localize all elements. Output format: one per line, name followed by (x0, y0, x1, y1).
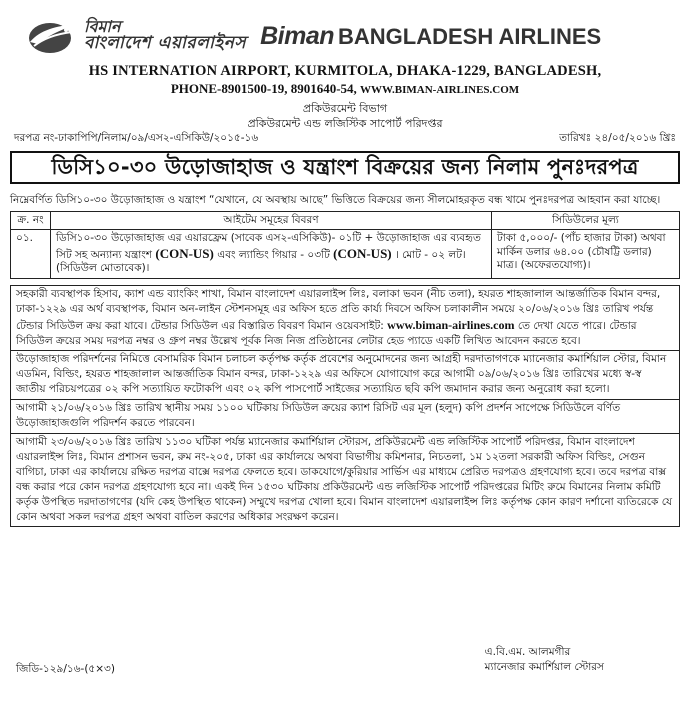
table-row (11, 230, 680, 279)
header-description: আইটেম সমূহের বিবরণ (51, 211, 492, 229)
english-brand-wordmark (260, 20, 601, 52)
address-line-1: HS INTERNATION AIRPORT, KURMITOLA, DHAKA-1229, BANGLADESH, (88, 63, 602, 79)
brand-bn-line1: বিমান (84, 16, 121, 36)
department-block (10, 102, 680, 132)
clause-inspection-permission: উড়োজাহাজ পরিদর্শনের নিমিত্তে বেসামরিক বিমান চলাচল কর্তৃপক্ষ কর্তৃক প্রবেশের অনুমোদনের জন্য আগ্রহী দরদাতাগণকে ম্যানেজার কমার্শিয়াল স্টোর, বিমান এডমিন, বিল্ডিং, হযরত শাহজালাল আন্তর্জাতিক বিমান বন্দর, ঢাকা-১২২৯ এর অফিসে যোগাযোগ করে আগামী ০৯/০৬/২০১৬ খ্রিঃ তারিখের মধ্যে স্ব-স্ব জাতীয় পরিচয়পত্রের ০২ কপি সত্যায়িত ফটোকপি এবং ০২ কপি পাসপোর্ট সাইজের সত্যায়িত ছবি কপি জমাদান করার জন্য অনুরোধ করা হলো। (11, 351, 679, 400)
website-link[interactable]: WWW.BIMAN-AIRLINES.COM (360, 83, 520, 96)
clause-inspection-date: আগামী ২১/০৬/২০১৬ খ্রিঃ তারিখ স্থানীয় সময় ১১০০ ঘটিকায় সিডিউল ক্রয়ের ক্যাশ রিসিট এর মূল (হলুদ) কপি প্রদর্শন সাপেক্ষে সিডিউলে বর্ণিত উড়োজাহাজগুলি পরিদর্শন করতে পারবেন। (11, 400, 679, 434)
tender-reference-number: দরপত্র নং-ঢাকাপিপি/নিলাম/০৯/এস২-এসিকিউ/২০১৫-১৬ (14, 132, 259, 145)
desc-code-1: (CON-US) (155, 245, 214, 261)
signatory-designation: ম্যানেজার কমার্শিয়াল স্টোরস (484, 661, 604, 674)
desc-code-2: (CON-US) (333, 245, 392, 261)
department-name: প্রকিউরমেন্ট বিভাগ (302, 101, 388, 115)
table-header-row (11, 211, 680, 229)
items-table (10, 211, 680, 279)
row-description (51, 230, 492, 279)
brand-en-rest: BANGLADESH AIRLINES (338, 24, 602, 49)
letterhead-logo-row (10, 14, 680, 58)
biman-stork-logo-icon (26, 16, 78, 56)
desc-part-3: । মোট - ০২ লট। (সিডিউল মোতাবেক)। (56, 248, 466, 275)
clause-1-website-link[interactable]: www.biman-airlines.com (387, 317, 515, 332)
row-serial: ০১. (11, 230, 51, 279)
terms-clauses (10, 285, 680, 528)
clause-1-text-a: সহকারী ব্যবস্থাপক হিসাব, ক্যাশ এন্ড ব্যাংকিং শাখা, বিমান বাংলাদেশ এয়ারলাইন্স লিঃ, বলাকা ভবন (নীচ তলা), হযরত শাহজালাল আন্তর্জাতিক বিমান বন্দর, ঢাকা-১২২৯ এর অর্থ ব্যবস্থাপক, বিমান অন-লাইন স্টেশনসমূহ এর অফিস হতে প্রতি কার্য্য দিবসে অফিস চলাকালীন সময়ে ২০/০৬/২০১৬ খ্রিঃ তারিখ পর্যন্ত টেন্ডার সিডিউল ক্রয় করা যাবে। টেন্ডার সিডিউল এর বিস্তারিত বিবরণ বিমান ওয়েবসাইট: (16, 287, 661, 332)
reference-row (10, 132, 680, 145)
intro-paragraph: নিম্নেবর্ণিত ডিসি১০-৩০ উড়োজাহাজ ও যন্ত্রাংশ “যেখানে, যে অবস্থায় আছে” ভিত্তিতে বিক্রয়ের জন্য সীলমোহরকৃত বন্ধ খামে পুনঃদরপত্র আহবান করা যাচ্ছে। (10, 193, 661, 206)
clause-schedule-purchase (11, 286, 679, 352)
phone-numbers: PHONE-8901500-19, 8901640-54, (170, 80, 357, 96)
row-price: টাকা ৫,০০০/- (পাঁচ হাজার টাকা) অথবা মার্কিন ডলার ৬৪.০০ (চৌষট্টি ডলার) মাত্র। (অফেরতযোগ্য)। (492, 230, 680, 279)
letterhead-address (10, 62, 680, 97)
brand-bn-line2: বাংলাদেশ এয়ারলাইনস (84, 33, 247, 54)
clause-1-text-b: তে দেখা যেতে পারে। টেন্ডার সিডিউল ক্রয়ের সময় দরপত্র নম্বর ও গ্রুপ নম্বর উল্লেখ পূর্বক নিজ নিজ প্রতিষ্ঠানের লেটার হেড প্যাডে একটি লিখিত আবেদন করতে হবে। (16, 319, 637, 347)
bangla-brand-wordmark (84, 16, 247, 54)
desc-part-2: এবং ল্যান্ডিং গিয়ার - ০৩টি (217, 248, 330, 261)
gd-code: জিডি-১২৯/১৬-(৫×৩) (16, 663, 115, 675)
notice-title: ডিসি১০-৩০ উড়োজাহাজ ও যন্ত্রাংশ বিক্রয়ের জন্য নিলাম পুনঃদরপত্র (10, 151, 680, 184)
notice-date: তারিখঃ ২৪/০৫/২০১৬ খ্রিঃ (559, 132, 676, 145)
address-line-2 (10, 81, 680, 97)
signatory-name: এ.বি.এম. আলমগীর (484, 646, 571, 658)
clause-submission-opening: আগামী ২৩/০৬/২০১৬ খ্রিঃ তারিখ ১১৩০ ঘটিকা পর্যন্ত ম্যানেজার কমার্শিয়াল স্টোরস, প্রকিউরমেন্ট এন্ড লজিস্টিক সাপোর্ট পরিদপ্তর, বিমান বাংলাদেশ এয়ারলাইন্স লিঃ, বিমান প্রশাসন ভবন, রুম নং-২০৫, ঢাকা এর কার্যালয়ে অথবা বিভাগীয় কমিশনার, নিচতলা, ১ম ১২তলা সরকারী অফিস বিল্ডিং, সেগুন বাগিচা, ঢাকা এর কার্যালয়ে রক্ষিত দরপত্র বাক্সে দরপত্র ফেলতে হবে। ডাকযোগে/কুরিয়ার সার্ভিস এর মাধ্যমে প্রেরিত দরপত্রও গ্রহণযোগ্য হবে। তবে দরপত্র বাক্স বন্ধ করার পরে কোন দরপত্র গ্রহণযোগ্য হবে না। একই দিন ১৫৩০ ঘটিকায় প্রকিউরমেন্ট এন্ড লজিস্টিক সাপোর্ট পরিদপ্তরের মিটিং রুমে বিমানের নিলাম কমিটি কর্তৃক উপস্থিত দরদাতাগণের (যদি কেহ উপস্থিত থাকেন) সম্মুখে দরপত্র খোলা হবে। বিমান বাংলাদেশ এয়ারলাইন্স লিঃ কর্তৃপক্ষ কোন কারণ দর্শানো ব্যতিরেকে যে কোন অথবা সকল দরপত্র গ্রহণ অথবা বাতিল করণের অধিকার সংরক্ষণ করেন। (16, 435, 673, 523)
directorate-name: প্রকিউরমেন্ট এন্ড লজিস্টিক সাপোর্ট পরিদপ্তর (247, 116, 443, 130)
desc-part-1: ডিসি১০-৩০ উড়োজাহাজ এর এয়ারফ্রেম (সাবেক এস২-এসিকিউ)- ০১টি + উড়োজাহাজ এর ব্যবহৃত সিট সহ অন্যান্য যন্ত্রাংশ (56, 232, 481, 261)
header-price: সিডিউলের মূল্য (492, 211, 680, 229)
signature-block (485, 645, 604, 675)
brand-en-biman: Biman (260, 22, 334, 50)
header-serial: ক্র. নং (11, 211, 51, 229)
